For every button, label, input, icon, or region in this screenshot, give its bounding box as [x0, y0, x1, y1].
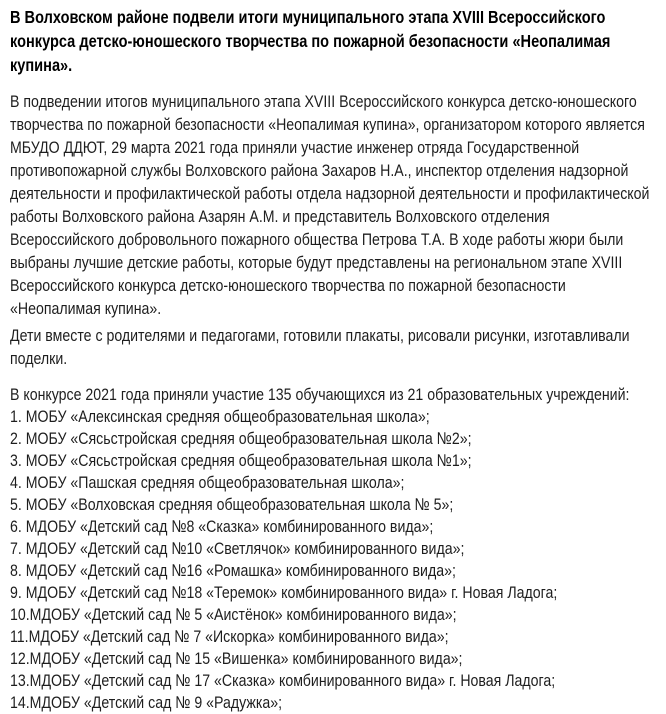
- list-item-school: 5. МОБУ «Волховская средняя общеобразовательная школа № 5»;: [9, 495, 454, 514]
- paragraph-children-activities: Дети вместе с родителями и педагогами, готовили плакаты, рисовали рисунки, изготавливали поделки.: [9, 326, 630, 368]
- list-item-school: 9. МДОБУ «Детский сад №18 «Теремок» комбинированного вида» г. Новая Ладога;: [9, 583, 558, 602]
- list-item-school: 7. МДОБУ «Детский сад №10 «Светлячок» комбинированного вида»;: [9, 539, 465, 558]
- list-item-school: 1. МОБУ «Алексинская средняя общеобразовательная школа»;: [9, 407, 430, 426]
- participants-section: [10, 384, 653, 714]
- list-item-school: 3. МОБУ «Сясьстройская средняя общеобразовательная школа №1»;: [9, 451, 472, 470]
- page-title: В Волховском районе подвели итоги муниципального этапа XVIII Всероссийского конкурса детско-юношеского творчества по пожарной безопасности «Неопалимая купина».: [9, 7, 611, 75]
- school-list: [10, 406, 653, 714]
- list-item-school: 14.МДОБУ «Детский сад № 9 «Радужка»;: [9, 693, 283, 712]
- list-item-school: 8. МДОБУ «Детский сад №16 «Ромашка» комбинированного вида»;: [9, 561, 456, 580]
- list-item-school: 4. МОБУ «Пашская средняя общеобразовательная школа»;: [9, 473, 405, 492]
- list-item-school: 6. МДОБУ «Детский сад №8 «Сказка» комбинированного вида»;: [9, 517, 434, 536]
- list-item-school: 2. МОБУ «Сясьстройская средняя общеобразовательная школа №2»;: [9, 429, 472, 448]
- list-item-school: 13.МДОБУ «Детский сад № 17 «Сказка» комбинированного вида» г. Новая Ладога;: [9, 671, 556, 690]
- list-item-school: 10.МДОБУ «Детский сад № 5 «Аистёнок» комбинированного вида»;: [9, 605, 457, 624]
- list-item-school: 12.МДОБУ «Детский сад № 15 «Вишенка» комбинированного вида»;: [9, 649, 463, 668]
- paragraph-jury-results: В подведении итогов муниципального этапа XVIII Всероссийского конкурса детско-юношеского творчества по пожарной безопасности «Неопалимая купина», организатором которого является МБУДО ДДЮТ, 29 марта 2021 года приняли участие инженер отряда Государственной противопожарной службы Волховского района Захаров Н.А., инспектор отделения надзорной деятельности и профилактической работы отдела надзорной деятельности и профилактической работы Волховского района Азарян А.М. и представитель Волховского отделения Всероссийского добровольного пожарного общества Петрова Т.А. В ходе работы жюри были выбраны лучшие детские работы, которые будут представлены на региональном этапе XVIII Всероссийского конкурса детско-юношеского творчества по пожарной безопасности «Неопалимая купина».: [9, 92, 650, 318]
- list-item-school: 11.МДОБУ «Детский сад № 7 «Искорка» комбинированного вида»;: [9, 627, 449, 646]
- list-intro: В конкурсе 2021 года приняли участие 135 обучающихся из 21 образовательных учреждений:: [9, 385, 630, 404]
